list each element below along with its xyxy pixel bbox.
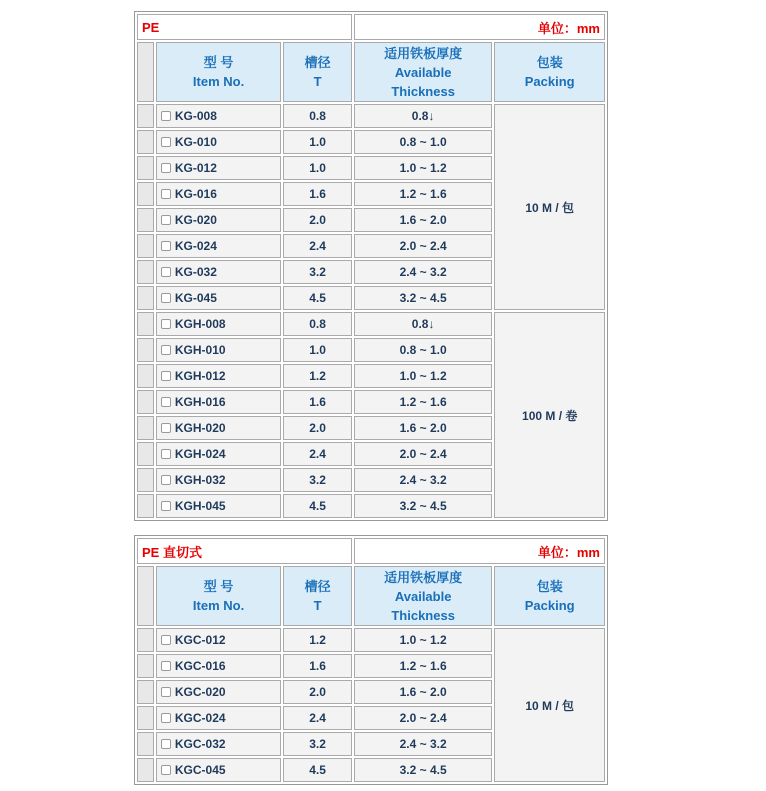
- item-cell: [156, 680, 281, 704]
- header-groove-cn: 槽径: [304, 55, 331, 70]
- row-blank-cell: [137, 312, 154, 336]
- thickness-cell: 1.0 ~ 1.2: [354, 628, 492, 652]
- item-cell: [156, 312, 281, 336]
- groove-cell: 1.0: [283, 130, 352, 154]
- thickness-cell: 2.4 ~ 3.2: [354, 468, 492, 492]
- item-number: KGC-045: [174, 763, 226, 777]
- header-row: [137, 42, 605, 102]
- row-blank-cell: [137, 156, 154, 180]
- groove-cell: 2.4: [283, 706, 352, 730]
- item-number: KG-032: [174, 265, 217, 279]
- row-blank-cell: [137, 628, 154, 652]
- thickness-cell: 1.6 ~ 2.0: [354, 680, 492, 704]
- table-title-row: [137, 14, 605, 40]
- item-checkbox[interactable]: [161, 713, 171, 723]
- thickness-cell: 2.4 ~ 3.2: [354, 260, 492, 284]
- item-checkbox[interactable]: [161, 397, 171, 407]
- item-number: KGH-024: [174, 447, 226, 461]
- item-number: KGC-016: [174, 659, 226, 673]
- packing-cell: 100 M / 卷: [494, 312, 605, 518]
- thickness-cell: 1.2 ~ 1.6: [354, 182, 492, 206]
- header-row: [137, 566, 605, 626]
- item-checkbox[interactable]: [161, 423, 171, 433]
- row-blank-cell: [137, 130, 154, 154]
- item-cell: [156, 364, 281, 388]
- groove-cell: 2.0: [283, 680, 352, 704]
- item-checkbox[interactable]: [161, 661, 171, 671]
- item-number: KG-024: [174, 239, 217, 253]
- groove-cell: 3.2: [283, 260, 352, 284]
- item-checkbox[interactable]: [161, 501, 171, 511]
- header-item-cn: 型 号: [203, 55, 234, 70]
- item-checkbox[interactable]: [161, 137, 171, 147]
- item-checkbox[interactable]: [161, 189, 171, 199]
- item-number: KGH-016: [174, 395, 226, 409]
- item-cell: [156, 286, 281, 310]
- groove-cell: 3.2: [283, 732, 352, 756]
- item-cell: [156, 104, 281, 128]
- item-cell: [156, 416, 281, 440]
- row-blank-cell: [137, 416, 154, 440]
- item-number: KGH-012: [174, 369, 226, 383]
- thickness-cell: 1.2 ~ 1.6: [354, 654, 492, 678]
- row-blank-cell: [137, 442, 154, 466]
- table-title: PE: [137, 14, 352, 40]
- item-checkbox[interactable]: [161, 293, 171, 303]
- header-thickness: [354, 42, 492, 102]
- thickness-cell: 3.2 ~ 4.5: [354, 758, 492, 782]
- row-blank-cell: [137, 260, 154, 284]
- groove-cell: 1.0: [283, 156, 352, 180]
- item-checkbox[interactable]: [161, 163, 171, 173]
- item-cell: [156, 706, 281, 730]
- item-cell: [156, 208, 281, 232]
- item-cell: [156, 494, 281, 518]
- item-cell: [156, 442, 281, 466]
- groove-cell: 1.6: [283, 654, 352, 678]
- header-item-en: Item No.: [192, 598, 245, 613]
- groove-cell: 0.8: [283, 312, 352, 336]
- item-number: KG-016: [174, 187, 217, 201]
- thickness-cell: 1.6 ~ 2.0: [354, 208, 492, 232]
- header-groove: [283, 566, 352, 626]
- header-blank: [137, 42, 154, 102]
- item-cell: [156, 468, 281, 492]
- row-blank-cell: [137, 680, 154, 704]
- groove-cell: 4.5: [283, 286, 352, 310]
- groove-cell: 1.2: [283, 364, 352, 388]
- item-number: KG-045: [174, 291, 217, 305]
- row-blank-cell: [137, 364, 154, 388]
- item-number: KGH-045: [174, 499, 226, 513]
- header-packing-en: Packing: [524, 74, 575, 89]
- header-thickness-en1: Available: [394, 588, 452, 604]
- header-packing-en: Packing: [524, 598, 575, 613]
- item-cell: [156, 390, 281, 414]
- groove-cell: 2.0: [283, 208, 352, 232]
- header-groove-cn: 槽径: [304, 579, 331, 594]
- header-groove-en: T: [313, 598, 322, 613]
- item-checkbox[interactable]: [161, 475, 171, 485]
- row-blank-cell: [137, 234, 154, 258]
- header-thickness-en2: Thickness: [391, 607, 455, 623]
- header-packing: [494, 42, 605, 102]
- row-blank-cell: [137, 390, 154, 414]
- row-blank-cell: [137, 338, 154, 362]
- item-checkbox[interactable]: [161, 371, 171, 381]
- header-thickness-en1: Available: [394, 64, 452, 80]
- header-item-no: [156, 566, 281, 626]
- item-checkbox[interactable]: [161, 111, 171, 121]
- thickness-cell: 2.0 ~ 2.4: [354, 706, 492, 730]
- table-row: [137, 628, 605, 652]
- header-groove: [283, 42, 352, 102]
- header-thickness-cn: 适用铁板厚度: [384, 45, 463, 61]
- thickness-cell: 0.8↓: [354, 104, 492, 128]
- item-cell: [156, 130, 281, 154]
- unit-label: 单位：mm: [354, 538, 605, 564]
- header-item-no: [156, 42, 281, 102]
- row-blank-cell: [137, 286, 154, 310]
- item-cell: [156, 628, 281, 652]
- thickness-cell: 1.0 ~ 1.2: [354, 156, 492, 180]
- item-number: KG-008: [174, 109, 217, 123]
- thickness-cell: 0.8 ~ 1.0: [354, 130, 492, 154]
- header-packing: [494, 566, 605, 626]
- header-thickness-en2: Thickness: [391, 83, 455, 99]
- item-number: KGH-008: [174, 317, 226, 331]
- groove-cell: 1.6: [283, 390, 352, 414]
- item-checkbox[interactable]: [161, 449, 171, 459]
- groove-cell: 2.0: [283, 416, 352, 440]
- packing-cell: 10 M / 包: [494, 628, 605, 782]
- item-number: KGC-012: [174, 633, 226, 647]
- item-number: KGH-010: [174, 343, 226, 357]
- thickness-cell: 0.8 ~ 1.0: [354, 338, 492, 362]
- row-blank-cell: [137, 468, 154, 492]
- row-blank-cell: [137, 706, 154, 730]
- row-blank-cell: [137, 732, 154, 756]
- item-cell: [156, 758, 281, 782]
- groove-cell: 1.2: [283, 628, 352, 652]
- table-title: PE 直切式: [137, 538, 352, 564]
- item-cell: [156, 156, 281, 180]
- thickness-cell: 2.0 ~ 2.4: [354, 442, 492, 466]
- item-number: KGC-020: [174, 685, 226, 699]
- item-checkbox[interactable]: [161, 739, 171, 749]
- item-checkbox[interactable]: [161, 765, 171, 775]
- item-checkbox[interactable]: [161, 635, 171, 645]
- groove-cell: 3.2: [283, 468, 352, 492]
- row-blank-cell: [137, 104, 154, 128]
- item-cell: [156, 732, 281, 756]
- item-checkbox[interactable]: [161, 319, 171, 329]
- header-packing-cn: 包装: [536, 579, 563, 594]
- item-number: KG-020: [174, 213, 217, 227]
- groove-cell: 0.8: [283, 104, 352, 128]
- table-title-row: [137, 538, 605, 564]
- groove-cell: 2.4: [283, 234, 352, 258]
- thickness-cell: 2.4 ~ 3.2: [354, 732, 492, 756]
- thickness-cell: 0.8↓: [354, 312, 492, 336]
- thickness-cell: 3.2 ~ 4.5: [354, 286, 492, 310]
- item-cell: [156, 654, 281, 678]
- header-item-en: Item No.: [192, 74, 245, 89]
- item-checkbox[interactable]: [161, 215, 171, 225]
- row-blank-cell: [137, 758, 154, 782]
- item-number: KG-010: [174, 135, 217, 149]
- table-row: [137, 312, 605, 336]
- pe-straight-cut-spec-table: [134, 535, 608, 785]
- thickness-cell: 1.2 ~ 1.6: [354, 390, 492, 414]
- row-blank-cell: [137, 654, 154, 678]
- item-cell: [156, 338, 281, 362]
- item-checkbox[interactable]: [161, 267, 171, 277]
- groove-cell: 2.4: [283, 442, 352, 466]
- item-cell: [156, 182, 281, 206]
- header-thickness: [354, 566, 492, 626]
- unit-label: 单位：mm: [354, 14, 605, 40]
- header-blank: [137, 566, 154, 626]
- item-number: KGH-032: [174, 473, 226, 487]
- row-blank-cell: [137, 494, 154, 518]
- item-number: KGC-024: [174, 711, 226, 725]
- groove-cell: 1.0: [283, 338, 352, 362]
- item-checkbox[interactable]: [161, 687, 171, 697]
- row-blank-cell: [137, 208, 154, 232]
- header-thickness-cn: 适用铁板厚度: [384, 569, 463, 585]
- header-packing-cn: 包装: [536, 55, 563, 70]
- item-number: KGH-020: [174, 421, 226, 435]
- thickness-cell: 3.2 ~ 4.5: [354, 494, 492, 518]
- pe-spec-table: [134, 11, 608, 521]
- groove-cell: 4.5: [283, 494, 352, 518]
- item-checkbox[interactable]: [161, 241, 171, 251]
- thickness-cell: 1.6 ~ 2.0: [354, 416, 492, 440]
- thickness-cell: 1.0 ~ 1.2: [354, 364, 492, 388]
- item-cell: [156, 234, 281, 258]
- groove-cell: 1.6: [283, 182, 352, 206]
- item-number: KG-012: [174, 161, 217, 175]
- table-row: [137, 104, 605, 128]
- item-cell: [156, 260, 281, 284]
- packing-cell: 10 M / 包: [494, 104, 605, 310]
- item-number: KGC-032: [174, 737, 226, 751]
- row-blank-cell: [137, 182, 154, 206]
- groove-cell: 4.5: [283, 758, 352, 782]
- item-checkbox[interactable]: [161, 345, 171, 355]
- thickness-cell: 2.0 ~ 2.4: [354, 234, 492, 258]
- header-item-cn: 型 号: [203, 579, 234, 594]
- header-groove-en: T: [313, 74, 322, 89]
